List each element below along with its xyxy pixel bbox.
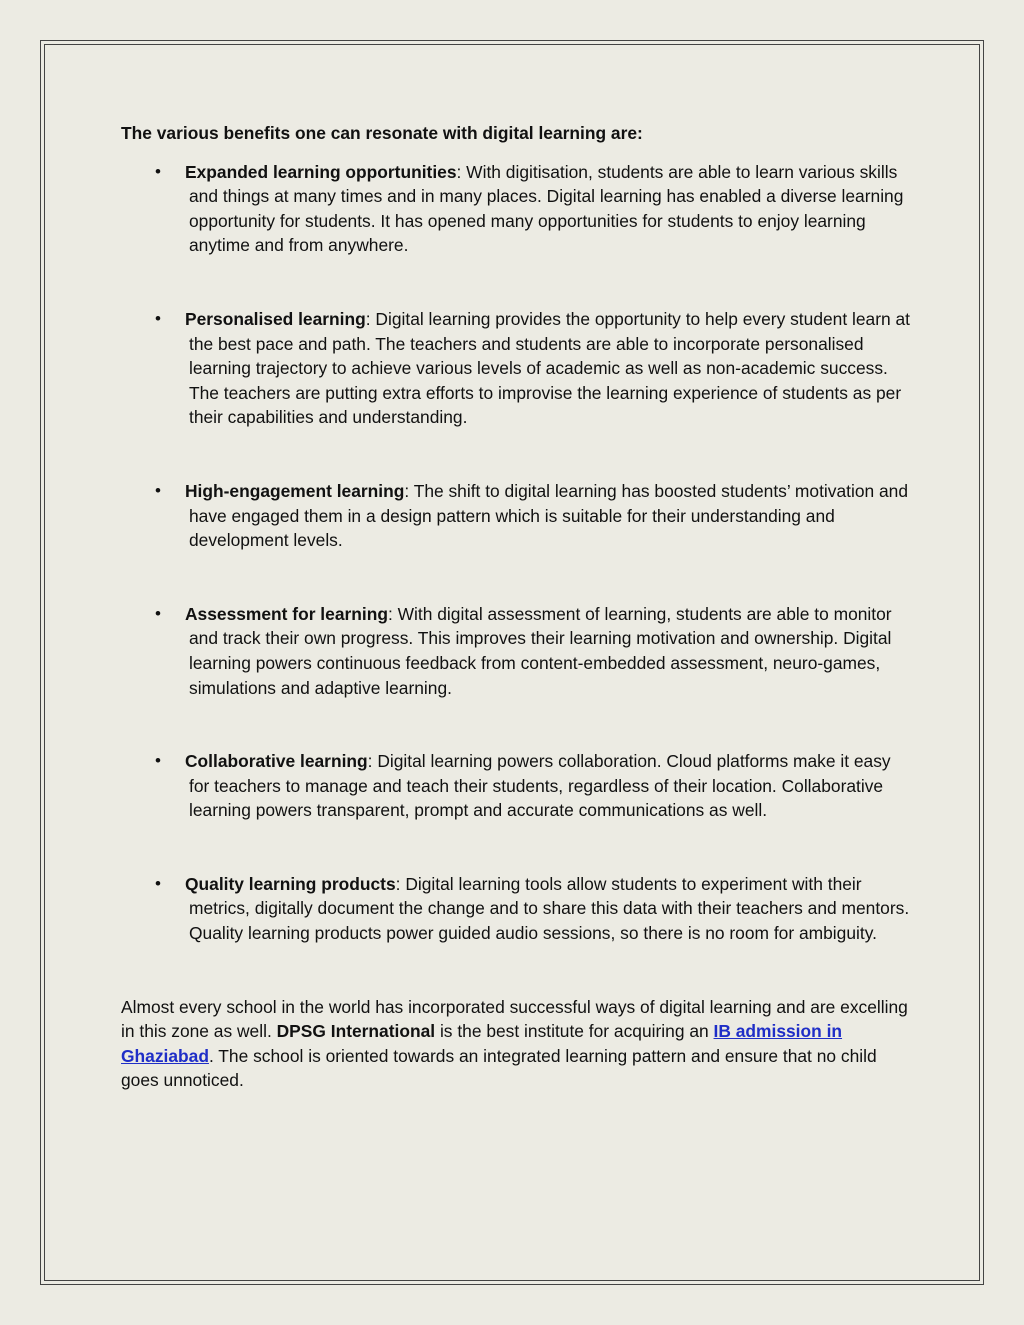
benefit-term: Quality learning products [185,873,396,894]
section-heading: The various benefits one can resonate with digital learning are: [121,123,643,143]
benefit-description: : With digitisation, students are able to learn various skills and things at many times and in many places. Digital learning has enabled a diverse learning opportunity for students. It has opened many opportunities for students to enjoy learning anytime and from anywhere. [189,161,904,256]
benefit-term: Personalised learning [185,308,366,329]
ib-admission-link[interactable]: IB admission in Ghaziabad [121,1021,843,1066]
bullet-icon: • [155,480,161,500]
benefit-description: : Digital learning tools allow students to experiment with their metrics, digitally document the change and to share this data with their teachers and mentors. Quality learning products power guided audio sessions, so there is no room for ambiguity. [189,873,910,944]
institute-name: DPSG International [276,1021,436,1042]
conclusion-paragraph [121,995,911,1093]
benefit-description: : Digital learning powers collaboration. Cloud platforms make it easy for teachers to manage and teach their students, regardless of their location. Collaborative learning powers transparent, prompt and accurate communications as well. [189,751,891,821]
bullet-icon: • [155,161,161,181]
conclusion-text-2: is the best institute for acquiring an [435,1021,714,1042]
benefit-term: Collaborative learning [185,751,368,772]
bullet-icon: • [155,603,161,623]
bullet-icon: • [155,873,161,893]
list-item-personalised-learning [121,307,911,430]
list-item-expanded-learning [121,160,911,258]
benefit-description: : With digital assessment of learning, students are able to monitor and track their own progress. This improves their learning motivation and ownership. Digital learning powers continuous feedback from content-embedded assessment, neuro-games, simulations and adaptive learning. [189,603,892,698]
benefits-list [121,160,911,946]
conclusion-text-1: Almost every school in the world has incorporated successful ways of digital learning and are excelling in this zone as well. [121,996,908,1042]
list-item-assessment-for-learning [121,602,911,700]
benefit-term: High-engagement learning [185,480,405,501]
benefit-description: : The shift to digital learning has boosted students’ motivation and have engaged them in a design pattern which is suitable for their understanding and development levels. [189,480,909,551]
bullet-icon: • [155,308,161,328]
benefit-term: Assessment for learning [185,603,388,624]
list-item-quality-learning-products [121,872,911,946]
benefit-description: : Digital learning provides the opportunity to help every student learn at the best pace and path. The teachers and students are able to incorporate personalised learning trajectory to achieve various levels of academic as well as non-academic success. The teachers are putting extra efforts to improvise the learning experience of students as per their capabilities and understanding. [189,308,910,428]
bullet-icon: • [155,751,161,771]
document-body [121,121,911,1093]
conclusion-text-3: . The school is oriented towards an integrated learning pattern and ensure that no child goes unnoticed. [121,1045,877,1091]
benefit-term: Expanded learning opportunities [185,161,457,182]
list-item-high-engagement-learning [121,479,911,553]
list-item-collaborative-learning [121,749,911,823]
